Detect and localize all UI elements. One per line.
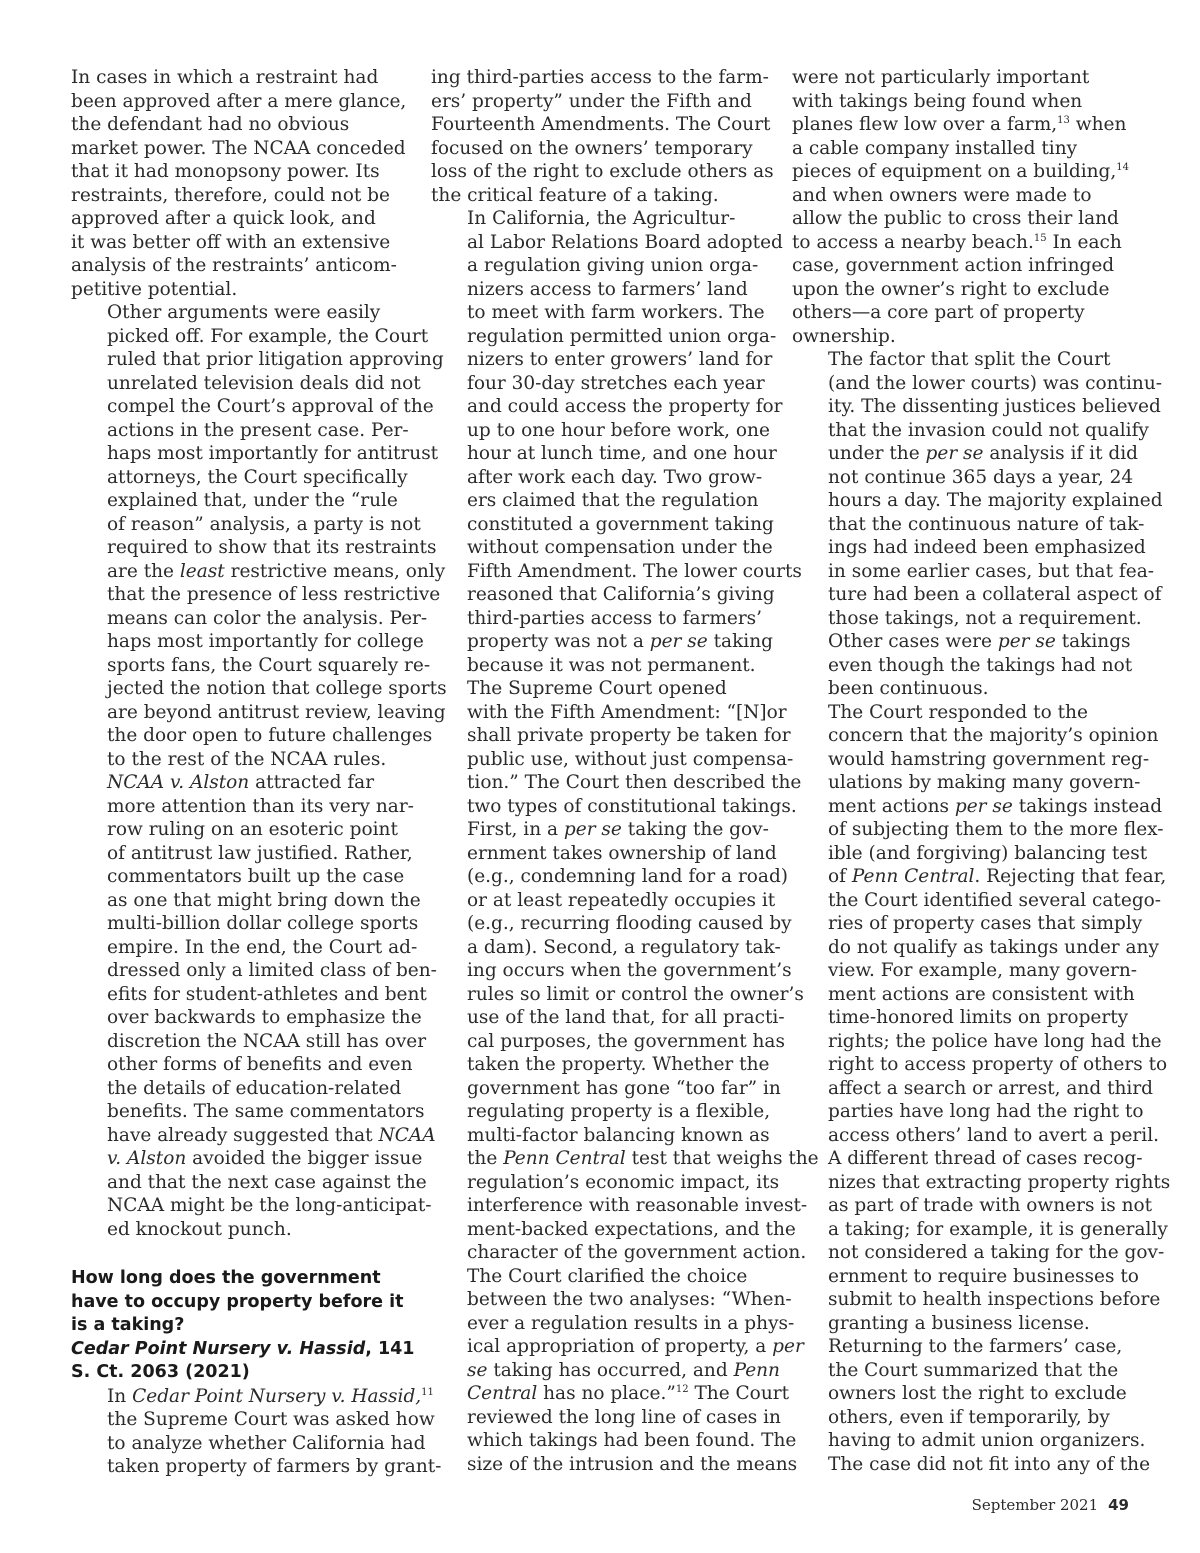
- text-line: of Penn Central. Rejecting that fear,: [828, 866, 1167, 887]
- text-line: constituted a government taking: [467, 513, 774, 535]
- text-line: having to admit union organizers.: [828, 1430, 1146, 1451]
- text-line: rules so limit or control the owner’s: [467, 983, 804, 1005]
- text-line: without compensation under the: [467, 537, 773, 558]
- text-line: concern that the majority’s opinion: [828, 725, 1159, 746]
- text-line: under the per se analysis if it did: [828, 443, 1138, 464]
- text-line: it was better off with an extensive: [71, 231, 391, 253]
- text-line: shall private property be taken for: [467, 725, 791, 746]
- text-line: are the least restrictive means, only: [107, 560, 446, 582]
- text-line: hours a day. The majority explained: [828, 490, 1163, 511]
- text-line: access others’ land to avert a peril.: [828, 1124, 1159, 1146]
- text-line: regulation permitted union orga-: [467, 325, 777, 347]
- text-line: How long does the government: [71, 1268, 381, 1288]
- text-line: ical appropriation of property, a per: [467, 1336, 804, 1357]
- text-line: reasoned that California’s giving: [467, 584, 775, 605]
- text-line: allow the public to cross their land: [792, 208, 1119, 229]
- text-line: would hamstring government reg-: [828, 748, 1150, 770]
- text-line: parties have long had the right to: [828, 1101, 1144, 1122]
- text-line: in some earlier cases, but that fea-: [828, 560, 1154, 582]
- text-line: The case did not fit into any of the: [828, 1453, 1151, 1475]
- text-line: is a taking?: [71, 1315, 185, 1335]
- case-citation: S. Ct. 2063 (2021): [71, 1362, 250, 1382]
- text-line: size of the intrusion and the means: [467, 1453, 798, 1475]
- text-line: First, in a per se taking the gov-: [467, 819, 769, 840]
- text-line: of subjecting them to the more flex-: [828, 819, 1164, 840]
- text-line: do not qualify as takings under any: [828, 936, 1159, 958]
- text-line: were not particularly important: [792, 67, 1090, 88]
- text-line: because it was not permanent.: [467, 654, 756, 676]
- text-line: a cable company installed tiny: [792, 137, 1078, 159]
- text-line: the Supreme Court was asked how: [107, 1409, 435, 1430]
- text-line: pieces of equipment on a building,$^{14}$: [792, 161, 1130, 182]
- text-line: a taking; for example, it is generally: [828, 1218, 1168, 1240]
- text-line: affect a search or arrest, and third: [828, 1077, 1154, 1099]
- text-line: that the continuous nature of tak-: [828, 513, 1145, 535]
- text-line: ing occurs when the government’s: [467, 960, 792, 981]
- text-line: attorneys, the Court specifically: [107, 466, 408, 488]
- text-line: loss of the right to exclude others as: [431, 161, 774, 182]
- text-line: explained that, under the “rule: [107, 490, 398, 511]
- text-line: ings had indeed been emphasized: [828, 537, 1146, 558]
- text-line: the door open to future challenges: [107, 725, 433, 746]
- section-heading: [71, 1267, 415, 1385]
- column-3: [792, 66, 1171, 1476]
- text-line: ity. The dissenting justices believed: [828, 396, 1161, 417]
- paragraph: [71, 1385, 442, 1479]
- text-line: have to occupy property before it: [71, 1291, 404, 1312]
- footnote-ref: 14: [1116, 161, 1130, 173]
- text-line: over backwards to emphasize the: [107, 1007, 422, 1028]
- text-line: row ruling on an esoteric point: [107, 819, 398, 840]
- footnote-ref: 11: [421, 1386, 434, 1398]
- text-line: dressed only a limited class of ben-: [107, 960, 437, 981]
- text-line: to access a nearby beach.$^{15}$ In each: [792, 231, 1122, 253]
- text-line: two types of constitutional takings.: [467, 795, 797, 817]
- paragraph: [792, 701, 1171, 1336]
- text-line: benefits. The same commentators: [107, 1101, 425, 1122]
- text-line: others—a core part of property: [792, 302, 1085, 323]
- text-line: compel the Court’s approval of the: [107, 396, 434, 417]
- text-line: not continue 365 days a year, 24: [828, 466, 1134, 488]
- text-line: NCAA might be the long-anticipat-: [107, 1195, 432, 1216]
- text-line: commentators built up the case: [107, 866, 405, 887]
- paragraph: [71, 771, 437, 1241]
- text-line: other forms of benefits and even: [107, 1054, 413, 1075]
- text-line: analysis of the restraints’ anticom-: [71, 255, 397, 276]
- text-line: taken the property. Whether the: [467, 1054, 770, 1075]
- text-line: empire. In the end, the Court ad-: [107, 936, 418, 958]
- footnote-ref: 12: [675, 1383, 689, 1395]
- paragraph: [792, 66, 1136, 348]
- text-line: Fifth Amendment. The lower courts: [467, 560, 802, 582]
- text-line: after work each day. Two grow-: [467, 466, 763, 488]
- text-line: to meet with farm workers. The: [467, 302, 765, 323]
- text-line: interference with reasonable invest-: [467, 1195, 808, 1216]
- text-line: are beyond antitrust review, leaving: [107, 701, 446, 723]
- text-line: four 30-day stretches each year: [467, 372, 765, 394]
- text-line: tion.” The Court then described the: [467, 772, 802, 793]
- text-line: upon the owner’s right to exclude: [792, 278, 1110, 300]
- paragraph: [792, 348, 1163, 701]
- text-line: (e.g., condemning land for a road): [467, 866, 789, 887]
- text-line: (and the lower courts) was continu-: [828, 372, 1162, 394]
- text-line: Other cases were per se takings: [828, 631, 1131, 652]
- text-line: approved after a quick look, and: [71, 208, 376, 229]
- text-line: ed knockout punch.: [107, 1218, 292, 1240]
- text-line: discretion the NCAA still has over: [107, 1030, 427, 1052]
- text-line: the Penn Central test that weighs the: [467, 1148, 819, 1169]
- text-line: taken property of farmers by grant-: [107, 1456, 442, 1477]
- text-line: ulations by making many govern-: [828, 772, 1141, 793]
- text-line: character of the government action.: [467, 1242, 807, 1263]
- text-line: a regulation giving union orga-: [467, 255, 759, 276]
- text-line: cal purposes, the government has: [467, 1030, 785, 1052]
- text-line: haps most importantly for antitrust: [107, 443, 439, 464]
- paragraph: [71, 66, 411, 301]
- text-line: picked off. For example, the Court: [107, 325, 429, 347]
- text-line: that it had monopsony power. Its: [71, 161, 380, 182]
- paragraph: [431, 66, 775, 207]
- text-line: more attention than its very nar-: [107, 795, 414, 817]
- text-line: The Court clarified the choice: [467, 1265, 748, 1287]
- text-line: ers’ property” under the Fifth and: [431, 90, 752, 112]
- text-line: the critical feature of a taking.: [431, 184, 719, 206]
- text-line: third-parties access to farmers’: [467, 607, 763, 629]
- text-line: required to show that its restraints: [107, 537, 437, 558]
- text-line: to the rest of the NCAA rules.: [107, 748, 387, 770]
- text-line: have already suggested that NCAA: [107, 1124, 436, 1146]
- text-line: with takings being found when: [792, 90, 1083, 112]
- column-2: [431, 66, 819, 1476]
- text-line: which takings had been found. The: [467, 1430, 797, 1451]
- text-line: that the invasion could not qualify: [828, 419, 1149, 441]
- text-line: nizers to enter growers’ land for: [467, 349, 773, 370]
- text-line: right to access property of others to: [828, 1054, 1168, 1075]
- text-line: time-honored limits on property: [828, 1007, 1129, 1028]
- text-line: v. Alston avoided the bigger issue: [107, 1148, 423, 1169]
- issue-date: September 2021: [971, 1496, 1099, 1514]
- paragraph: [71, 301, 447, 771]
- text-line: hour at lunch time, and one hour: [467, 443, 777, 464]
- text-line: others, even if temporarily, by: [828, 1406, 1110, 1428]
- text-line: granting a business license.: [828, 1312, 1090, 1334]
- text-line: the Court identified several catego-: [828, 889, 1162, 911]
- text-line: nizes that extracting property rights: [828, 1171, 1171, 1193]
- text-line: government has gone “too far” in: [467, 1077, 781, 1099]
- text-line: and could access the property for: [467, 396, 783, 417]
- text-line: Returning to the farmers’ case,: [828, 1336, 1123, 1357]
- text-line: of reason” analysis, a party is not: [107, 513, 421, 535]
- footnote-ref: 15: [1033, 232, 1047, 244]
- text-line: as part of trade with owners is not: [828, 1195, 1153, 1216]
- text-line: ries of property cases that simply: [828, 913, 1143, 934]
- paragraph: [431, 1265, 804, 1477]
- text-line: owners lost the right to exclude: [828, 1383, 1127, 1404]
- text-line: restraints, therefore, could not be: [71, 184, 390, 206]
- text-line: NCAA v. Alston attracted far: [107, 772, 375, 793]
- text-line: as one that might bring down the: [107, 889, 421, 911]
- text-line: In California, the Agricultur-: [467, 208, 736, 229]
- text-line: ture had been a collateral aspect of: [828, 584, 1162, 605]
- text-line: nizers access to farmers’ land: [467, 278, 748, 300]
- text-line: petitive potential.: [71, 278, 238, 300]
- text-line: haps most importantly for college: [107, 631, 424, 652]
- text-line: submit to health inspections before: [828, 1289, 1161, 1310]
- text-line: ernment to require businesses to: [828, 1265, 1139, 1287]
- text-line: al Labor Relations Board adopted: [467, 231, 783, 253]
- text-line: between the two analyses: “When-: [467, 1289, 792, 1310]
- text-line: The Court responded to the: [828, 701, 1088, 723]
- text-line: efits for student-athletes and bent: [107, 983, 427, 1005]
- page-number: 49: [1108, 1496, 1129, 1514]
- text-line: or at least repeatedly occupies it: [467, 889, 776, 911]
- text-line: market power. The NCAA conceded: [71, 137, 406, 159]
- text-line: multi-factor balancing known as: [467, 1124, 770, 1146]
- text-line: se taking has occurred, and Penn: [467, 1359, 780, 1381]
- text-line: ment actions per se takings instead: [828, 795, 1163, 817]
- text-line: The factor that split the Court: [828, 349, 1111, 370]
- text-line: reviewed the long line of cases in: [467, 1406, 781, 1428]
- text-line: jected the notion that college sports: [107, 678, 447, 699]
- text-line: that the presence of less restrictive: [107, 584, 441, 605]
- text-line: Other arguments were easily: [107, 302, 381, 323]
- text-line: rights; the police have long had the: [828, 1030, 1162, 1052]
- text-line: A different thread of cases recog-: [828, 1148, 1143, 1169]
- text-line: not considered a taking for the gov-: [828, 1242, 1165, 1263]
- text-line: and when owners were made to: [792, 184, 1092, 206]
- text-line: ing third-parties access to the farm-: [431, 67, 769, 88]
- text-line: been approved after a mere glance,: [71, 90, 407, 112]
- text-line: ment actions are consistent with: [828, 983, 1135, 1005]
- text-line: sports fans, the Court squarely re-: [107, 654, 431, 676]
- text-line: ment-backed expectations, and the: [467, 1218, 796, 1240]
- paragraph: [431, 677, 819, 1265]
- text-line: In cases in which a restraint had: [71, 67, 379, 88]
- text-line: unrelated television deals did not: [107, 372, 421, 394]
- text-line: case, government action infringed: [792, 255, 1115, 276]
- text-line: ruled that prior litigation approving: [107, 349, 444, 370]
- text-line: use of the land that, for all practi-: [467, 1007, 785, 1028]
- page-footer: [972, 1496, 1129, 1514]
- text-line: The Supreme Court opened: [467, 678, 727, 699]
- column-1: [71, 66, 447, 1479]
- text-line: regulation’s economic impact, its: [467, 1171, 780, 1193]
- text-line: of antitrust law justified. Rather,: [107, 842, 413, 864]
- text-line: and that the next case against the: [107, 1171, 427, 1193]
- text-line: multi-billion dollar college sports: [107, 913, 419, 934]
- text-line: Central has no place.”$^{12}$ The Court: [467, 1383, 790, 1404]
- text-line: ernment takes ownership of land: [467, 842, 777, 864]
- text-line: even though the takings had not: [828, 654, 1133, 676]
- text-line: Fourteenth Amendments. The Court: [431, 114, 771, 135]
- text-line: public use, without just compensa-: [467, 748, 794, 770]
- text-line: ownership.: [792, 325, 896, 347]
- text-line: focused on the owners’ temporary: [431, 137, 753, 159]
- paragraph: [792, 1335, 1151, 1476]
- text-line: In Cedar Point Nursery v. Hassid,$^{11}$: [107, 1385, 434, 1407]
- text-line: ible (and forgiving) balancing test: [828, 842, 1148, 864]
- text-line: the Court summarized that the: [828, 1359, 1119, 1381]
- text-line: been continuous.: [828, 678, 989, 699]
- text-line: actions in the present case. Per-: [107, 419, 409, 441]
- text-line: ers claimed that the regulation: [467, 490, 759, 511]
- text-line: ever a regulation results in a phys-: [467, 1312, 795, 1334]
- text-line: a dam). Second, a regulatory tak-: [467, 936, 781, 958]
- text-line: to analyze whether California had: [107, 1432, 426, 1454]
- case-citation: Cedar Point Nursery v. Hassid, 141: [71, 1338, 415, 1359]
- text-line: up to one hour before work, one: [467, 419, 770, 441]
- paragraph: [431, 207, 802, 677]
- text-line: the defendant had no obvious: [71, 114, 350, 135]
- text-line: means can color the analysis. Per-: [107, 607, 428, 629]
- text-line: view. For example, many govern-: [828, 960, 1138, 981]
- text-line: regulating property is a flexible,: [467, 1101, 771, 1122]
- text-line: (e.g., recurring flooding caused by: [467, 913, 792, 934]
- text-line: with the Fifth Amendment: “[N]or: [467, 701, 787, 723]
- text-line: property was not a per se taking: [467, 631, 773, 652]
- text-line: planes flew low over a farm,$^{13}$ when: [792, 114, 1127, 135]
- text-line: those takings, not a requirement.: [828, 607, 1142, 629]
- footnote-ref: 13: [1057, 114, 1070, 126]
- text-line: the details of education-related: [107, 1077, 402, 1099]
